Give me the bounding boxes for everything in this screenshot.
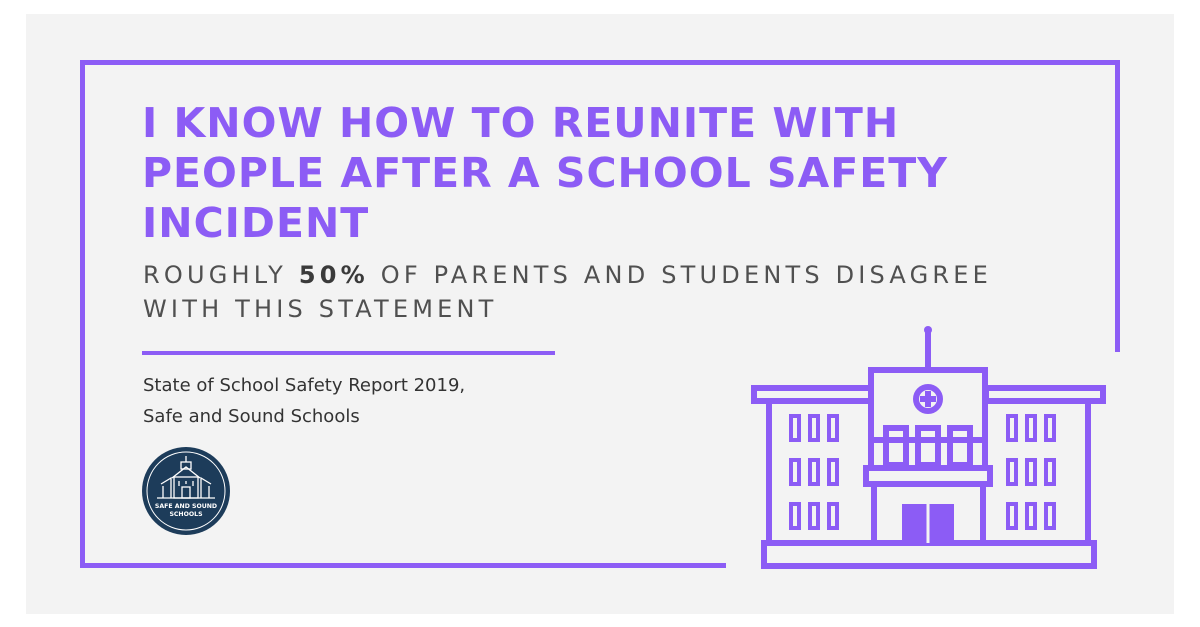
source-line-2: Safe and Sound Schools — [143, 406, 360, 427]
subhead-prefix: ROUGHLY — [143, 261, 299, 289]
divider-rule — [142, 351, 555, 355]
source-citation — [143, 370, 663, 432]
subhead-suffix: OF PARENTS AND STUDENTS DISAGREE WITH THIS STATEMENT — [143, 261, 993, 323]
subhead-stat: 50% — [298, 261, 369, 289]
subheadline — [143, 258, 1043, 326]
frame-top-border — [80, 60, 1120, 65]
frame-right-border — [1115, 60, 1120, 352]
school-building-icon — [748, 322, 1110, 572]
frame-bottom-border — [80, 563, 726, 568]
source-line-1: State of School Safety Report 2019, — [143, 375, 466, 396]
logo-text-line-2: SCHOOLS — [169, 511, 203, 518]
frame-left-border — [80, 60, 85, 568]
headline: I KNOW HOW TO REUNITE WITH PEOPLE AFTER A SCHOOL SAFETY INCIDENT — [142, 99, 948, 247]
safe-and-sound-schools-logo — [141, 446, 231, 536]
logo-text-line-1: SAFE AND SOUND — [154, 503, 218, 510]
